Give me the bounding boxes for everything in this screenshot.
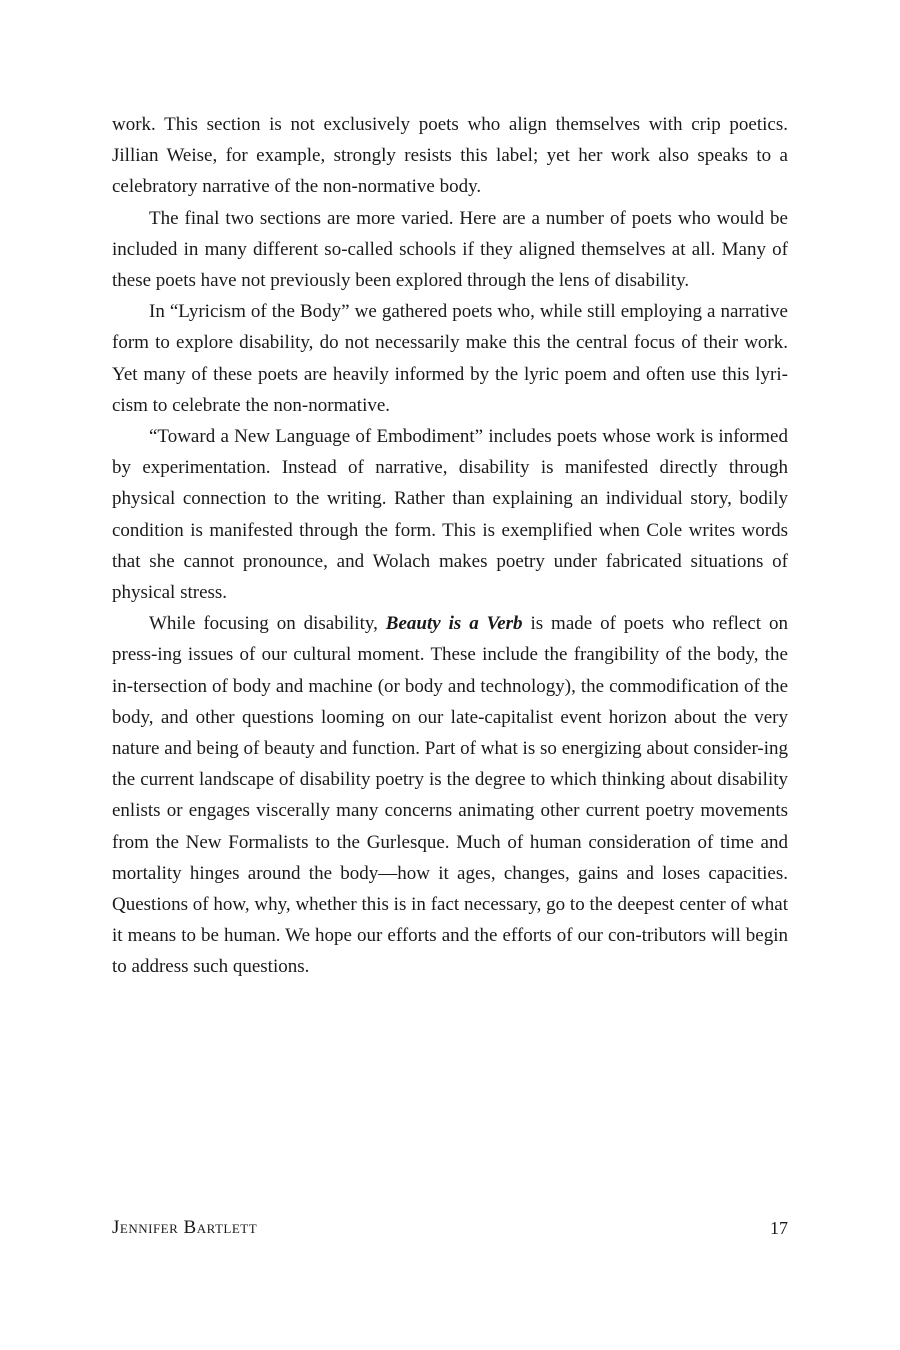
running-footer-author: Jennifer Bartlett	[112, 1217, 258, 1238]
paragraph-continuation: work. This section is not exclusively poets who align themselves with crip poetics. Jillian Weise, for example, strongly resists this label; yet her work also speaks to a celebratory narrative of the non-normative body.	[112, 114, 788, 198]
paragraph-beauty-before: While focusing on disability,	[149, 613, 386, 635]
paragraph-beauty-after: is made of poets who reflect on press-ing issues of our cultural moment. These include the frangibility of the body, the in-tersection of body and machine (or body and technology), the commodification of the body, and other questions looming on our late-capitalist event horizon about the very nature and being of beauty and function. Part of what is so energizing about consider-ing the current landscape of disability poetry is the degree to which thinking about disability enlists or engages viscerally many concerns animating other current poetry movements from the New Formalists to the Gurlesque. Much of human consideration of time and mortality hinges around the body—how it ages, changes, gains and loses capacities. Questions of how, why, whether this is in fact necessary, go to the deepest center of what it means to be human. We hope our efforts and the efforts of our con-tributors will begin to address such questions.	[112, 613, 788, 978]
book-title: Beauty is a Verb	[385, 613, 523, 635]
paragraph-lyricism: In “Lyricism of the Body” we gathered poets who, while still employing a narrative form to explore disability, do not necessarily make this the central focus of their work. Yet many of these poets are heavily informed by the lyric poem and often use this lyri-cism to celebrate the non-normative.	[112, 301, 788, 416]
paragraph-beauty-is-a-verb	[112, 608, 788, 982]
body-text	[112, 109, 788, 983]
paragraph-new-language: “Toward a New Language of Embodiment” includes poets whose work is informed by experimentation. Instead of narrative, disability is manifested directly through physical connection to the writing. Rather than explaining an individual story, bodily condition is manifested through the form. This is exemplified when Cole writes words that she cannot pronounce, and Wolach makes poetry under fabricated situations of physical stress.	[112, 426, 788, 604]
page-number: 17	[770, 1218, 788, 1238]
paragraph-final-sections: The final two sections are more varied. Here are a number of poets who would be included in many different so-called schools if they aligned themselves at all. Many of these poets have not previously been explored through the lens of disability.	[112, 207, 788, 292]
